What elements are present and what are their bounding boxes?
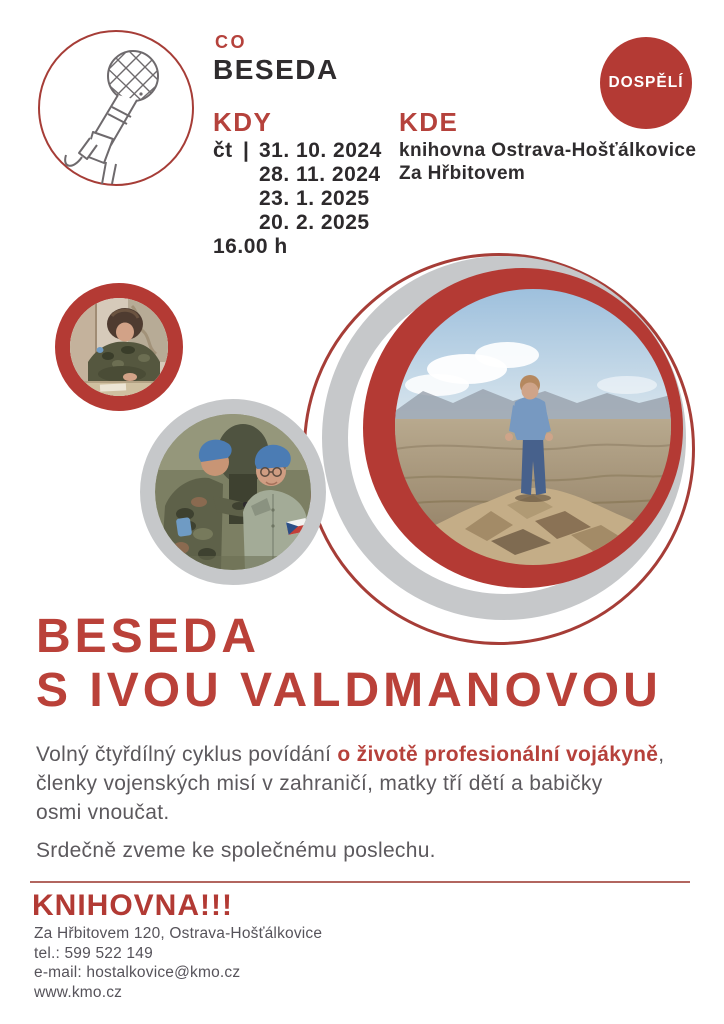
invitation-text: Srdečně zveme ke společnému poslechu.	[36, 839, 436, 862]
date-value: 20. 2. 2025	[259, 211, 370, 234]
page-title-line1: BESEDA	[36, 610, 261, 663]
audience-badge-label: DOSPĚLÍ	[608, 74, 684, 91]
contact-block	[34, 924, 322, 1002]
contact-email: e-mail: hostalkovice@kmo.cz	[34, 964, 241, 981]
description-paragraph	[36, 740, 664, 827]
date-value: 23. 1. 2025	[259, 187, 370, 210]
description-line2: členky vojenských misí v zahraničí, matky tří dětí a babičky	[36, 772, 603, 795]
when-label: KDY	[213, 107, 273, 137]
where-label: KDE	[399, 107, 459, 137]
venue-name: knihovna Ostrava-Hošťálkovice	[399, 140, 697, 161]
description-plain: Volný čtyřdílný cyklus povídání	[36, 743, 338, 766]
description-line3: osmi vnoučat.	[36, 801, 170, 824]
date-row	[213, 187, 382, 211]
venue-street: Za Hřbitovem	[399, 163, 526, 184]
photo-portrait	[55, 283, 183, 411]
contact-web: www.kmo.cz	[34, 983, 123, 1001]
page-title-line2: S IVOU VALDMANOVOU	[36, 664, 662, 717]
microphone-icon	[38, 30, 194, 186]
audience-badge	[600, 37, 692, 129]
footer-divider	[30, 881, 690, 883]
event-type: BESEDA	[213, 54, 339, 85]
dates-block	[213, 139, 382, 258]
page-title	[36, 610, 662, 718]
date-separator: |	[243, 139, 250, 162]
microphone-sketch	[40, 32, 192, 184]
photo-medal-image	[155, 414, 311, 570]
description-highlight: o životě profesionální vojákyně	[337, 743, 659, 766]
photo-portrait-image	[70, 298, 168, 396]
photo-summit	[395, 289, 671, 565]
library-brand: KNIHOVNA!!!	[32, 889, 233, 922]
what-label: CO	[215, 32, 247, 52]
date-row	[213, 139, 382, 163]
date-value: 28. 11. 2024	[259, 163, 381, 186]
photo-medal	[140, 399, 326, 585]
date-row	[213, 211, 382, 235]
date-value: 31. 10. 2024	[259, 139, 382, 162]
photo-summit-image	[395, 289, 671, 565]
weekday-label: čt	[213, 139, 233, 162]
description-tail: ,	[658, 743, 665, 766]
date-row	[213, 163, 382, 187]
contact-address: Za Hřbitovem 120, Ostrava-Hošťálkovice	[34, 925, 323, 942]
contact-phone: tel.: 599 522 149	[34, 944, 153, 962]
description-line1	[36, 740, 664, 769]
time-value: 16.00 h	[213, 235, 288, 258]
